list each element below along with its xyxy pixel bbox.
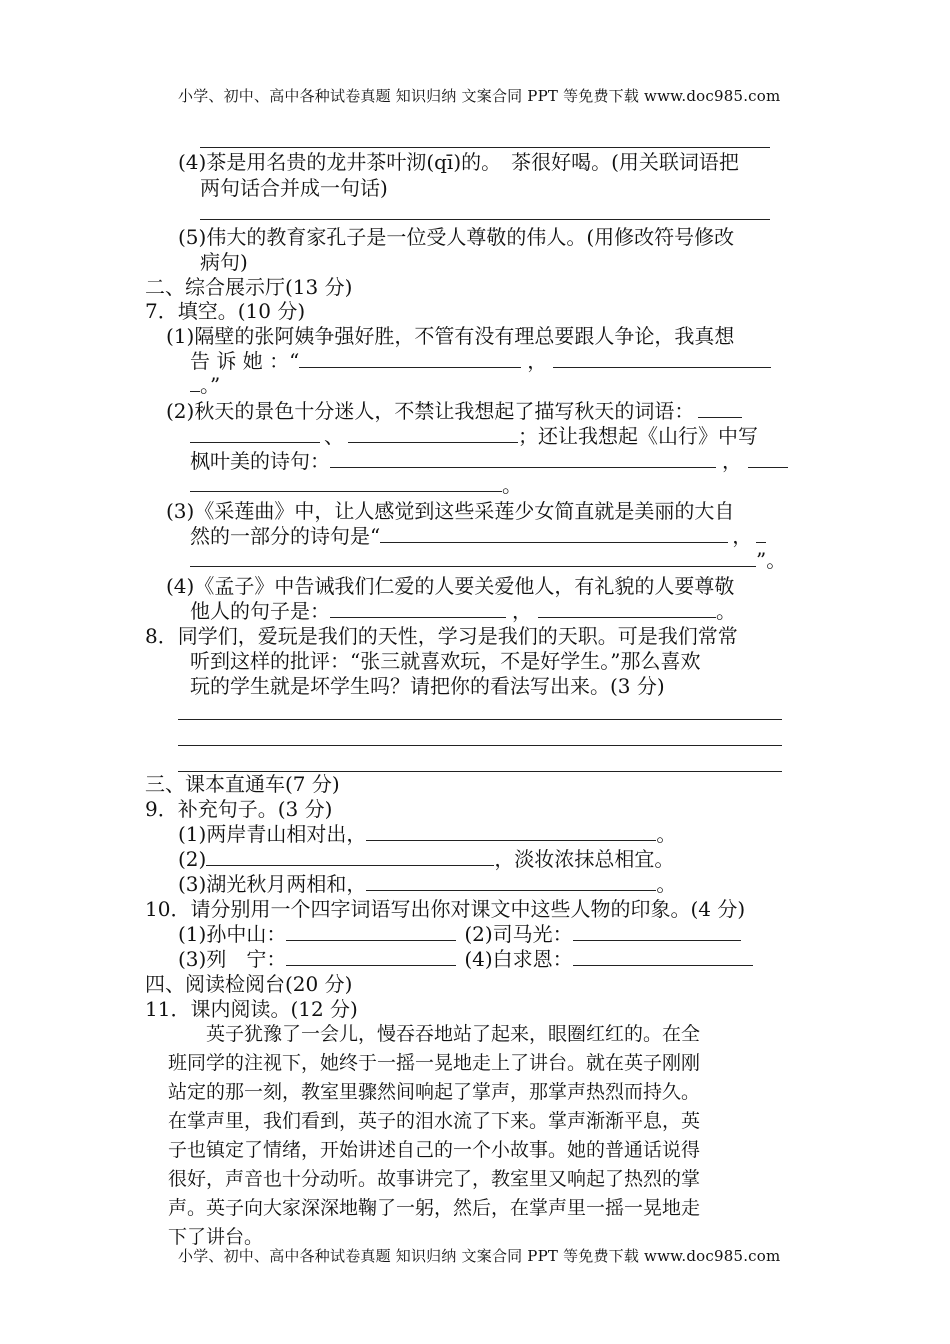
q9-l3-end: 。 — [656, 872, 677, 896]
passage-line: 英子犹豫了一会儿，慢吞吞地站了起来，眼圈红红的。在全 — [168, 1023, 701, 1045]
answer-line — [200, 219, 770, 220]
passage-line: 声。英子向大家深深地鞠了一躬，然后，在掌声里一摇一晃地走 — [168, 1197, 701, 1219]
q7-s2-text3: 枫叶美的诗句： — [190, 449, 330, 473]
q9-line1 — [178, 822, 676, 846]
answer-blank[interactable] — [366, 822, 656, 841]
q7-s2-line1 — [166, 399, 742, 423]
q10-c-label: (3)列 宁： — [178, 947, 287, 971]
answer-blank[interactable] — [206, 847, 494, 866]
reading-passage — [168, 1020, 700, 1252]
answer-blank[interactable] — [348, 424, 518, 443]
q10-b-label: (2)司马光： — [464, 922, 573, 946]
q7-s3-prefix: 然的一部分的诗句是“ — [190, 524, 381, 548]
q10-d-label: (4)白求恩： — [464, 947, 573, 971]
q7-s2-dun: 、 — [324, 424, 344, 448]
passage-line: 站定的那一刻，教室里骤然间响起了掌声，那掌声热烈而持久。 — [168, 1081, 701, 1103]
answer-blank[interactable] — [573, 947, 753, 966]
q7-s4-comma: ， — [512, 599, 532, 623]
q6-item4-line2: 两句话合并成一句话) — [200, 176, 388, 200]
answer-line — [200, 147, 770, 148]
q11-title: 11．课内阅读。(12 分) — [145, 997, 358, 1021]
answer-blank[interactable] — [190, 548, 756, 567]
page-footer: 小学、初中、高中各种试卷真题 知识归纳 文案合同 PPT 等免费下载 www.doc985.com — [178, 1247, 781, 1265]
q8-line2: 听到这样的批评：“张三就喜欢玩，不是好学生。”那么喜欢 — [190, 649, 701, 673]
q7-s1-line2 — [190, 349, 771, 373]
q10-row1 — [178, 922, 741, 946]
q7-s2-line2 — [190, 424, 758, 448]
answer-blank[interactable] — [190, 373, 200, 392]
q7-s2-comma: ， — [722, 449, 742, 473]
answer-blank[interactable] — [756, 524, 766, 543]
q9-l2-end: ，淡妆浓抹总相宜。 — [494, 847, 675, 871]
q7-s3-line2 — [190, 524, 766, 548]
answer-blank[interactable] — [299, 349, 521, 368]
q7-title: 7．填空。(10 分) — [145, 299, 306, 323]
q8-line1: 8．同学们，爱玩是我们的天性，学习是我们的天职。可是我们常常 — [145, 624, 738, 648]
q9-l1-end: 。 — [656, 822, 677, 846]
q7-s3-line1: (3)《采莲曲》中，让人感觉到这些采莲少女简直就是美丽的大自 — [166, 499, 735, 523]
page-header: 小学、初中、高中各种试卷真题 知识归纳 文案合同 PPT 等免费下载 www.doc985.com — [178, 87, 781, 105]
q6-item5-line1: (5)伟大的教育家孔子是一位受人尊敬的伟人。(用修改符号修改 — [178, 225, 735, 249]
q7-s1-line1: (1)隔壁的张阿姨争强好胜，不管有没有理总要跟人争论，我真想 — [166, 324, 735, 348]
answer-line[interactable] — [178, 719, 782, 720]
q7-s4-line1: (4)《孟子》中告诫我们仁爱的人要关爱他人，有礼貌的人要尊敬 — [166, 574, 735, 598]
answer-blank[interactable] — [553, 349, 771, 368]
answer-blank[interactable] — [190, 473, 502, 492]
q9-l3-text: (3)湖光秋月两相和， — [178, 872, 367, 896]
q6-item5-line2: 病句) — [200, 250, 248, 274]
answer-blank[interactable] — [366, 872, 656, 891]
section-2-heading: 二、综合展示厅(13 分) — [145, 275, 353, 299]
q7-s1-end: 。” — [200, 373, 221, 397]
q7-s1-comma: ， — [527, 349, 548, 373]
passage-line: 在掌声里，我们看到，英子的泪水流了下来。掌声渐渐平息，英 — [168, 1110, 701, 1132]
q10-row2 — [178, 947, 753, 971]
answer-line[interactable] — [178, 745, 782, 746]
q7-s4-end: 。 — [716, 599, 736, 623]
q7-s2-line4 — [190, 473, 522, 497]
passage-line: 下了讲台。 — [168, 1226, 264, 1248]
section-4-heading: 四、阅读检阅台(20 分) — [145, 972, 353, 996]
q7-s2-text2: ；还让我想起《山行》中写 — [518, 424, 758, 448]
q6-item4-line1: (4)茶是用名贵的龙井茶叶沏(qī)的。 茶很好喝。(用关联词语把 — [178, 150, 739, 174]
passage-line: 子也镇定了情绪，开始讲述自己的一个小故事。她的普通话说得 — [168, 1139, 701, 1161]
q7-s1-line3 — [190, 373, 220, 397]
q7-s3-comma: ， — [732, 524, 753, 548]
answer-blank[interactable] — [698, 399, 742, 418]
q7-s3-end: ”。 — [756, 548, 787, 572]
answer-blank[interactable] — [286, 947, 456, 966]
q10-a-label: (1)孙中山： — [178, 922, 287, 946]
q9-l1-text: (1)两岸青山相对出， — [178, 822, 367, 846]
q10-title: 10．请分别用一个四字词语写出你对课文中这些人物的印象。(4 分) — [145, 897, 746, 921]
section-3-heading: 三、课本直通车(7 分) — [145, 772, 340, 796]
q7-s4-prefix: 他人的句子是： — [190, 599, 330, 623]
answer-blank[interactable] — [190, 424, 320, 443]
q9-line3 — [178, 872, 676, 896]
answer-blank[interactable] — [286, 922, 456, 941]
q9-title: 9．补充句子。(3 分) — [145, 797, 333, 821]
passage-line: 班同学的注视下，她终于一摇一晃地走上了讲台。就在英子刚刚 — [168, 1052, 701, 1074]
q7-s4-line2 — [190, 599, 736, 623]
q7-s2-text: (2)秋天的景色十分迷人，不禁让我想起了描写秋天的词语： — [166, 399, 695, 423]
q7-s1-prefix: 告 诉 她 ：“ — [190, 349, 300, 373]
answer-blank[interactable] — [330, 449, 716, 468]
answer-blank[interactable] — [573, 922, 741, 941]
q9-l2-text: (2) — [178, 847, 207, 871]
q7-s3-line3 — [190, 548, 786, 572]
q7-s2-line3 — [190, 449, 788, 473]
answer-blank[interactable] — [538, 599, 716, 618]
passage-line: 很好，声音也十分动听。故事讲完了，教室里又响起了热烈的掌 — [168, 1168, 701, 1190]
q7-s2-end: 。 — [502, 473, 522, 497]
answer-blank[interactable] — [330, 599, 506, 618]
answer-blank[interactable] — [380, 524, 728, 543]
q9-line2 — [178, 847, 674, 871]
answer-blank[interactable] — [748, 449, 788, 468]
q8-line3: 玩的学生就是坏学生吗？请把你的看法写出来。(3 分) — [190, 674, 665, 698]
